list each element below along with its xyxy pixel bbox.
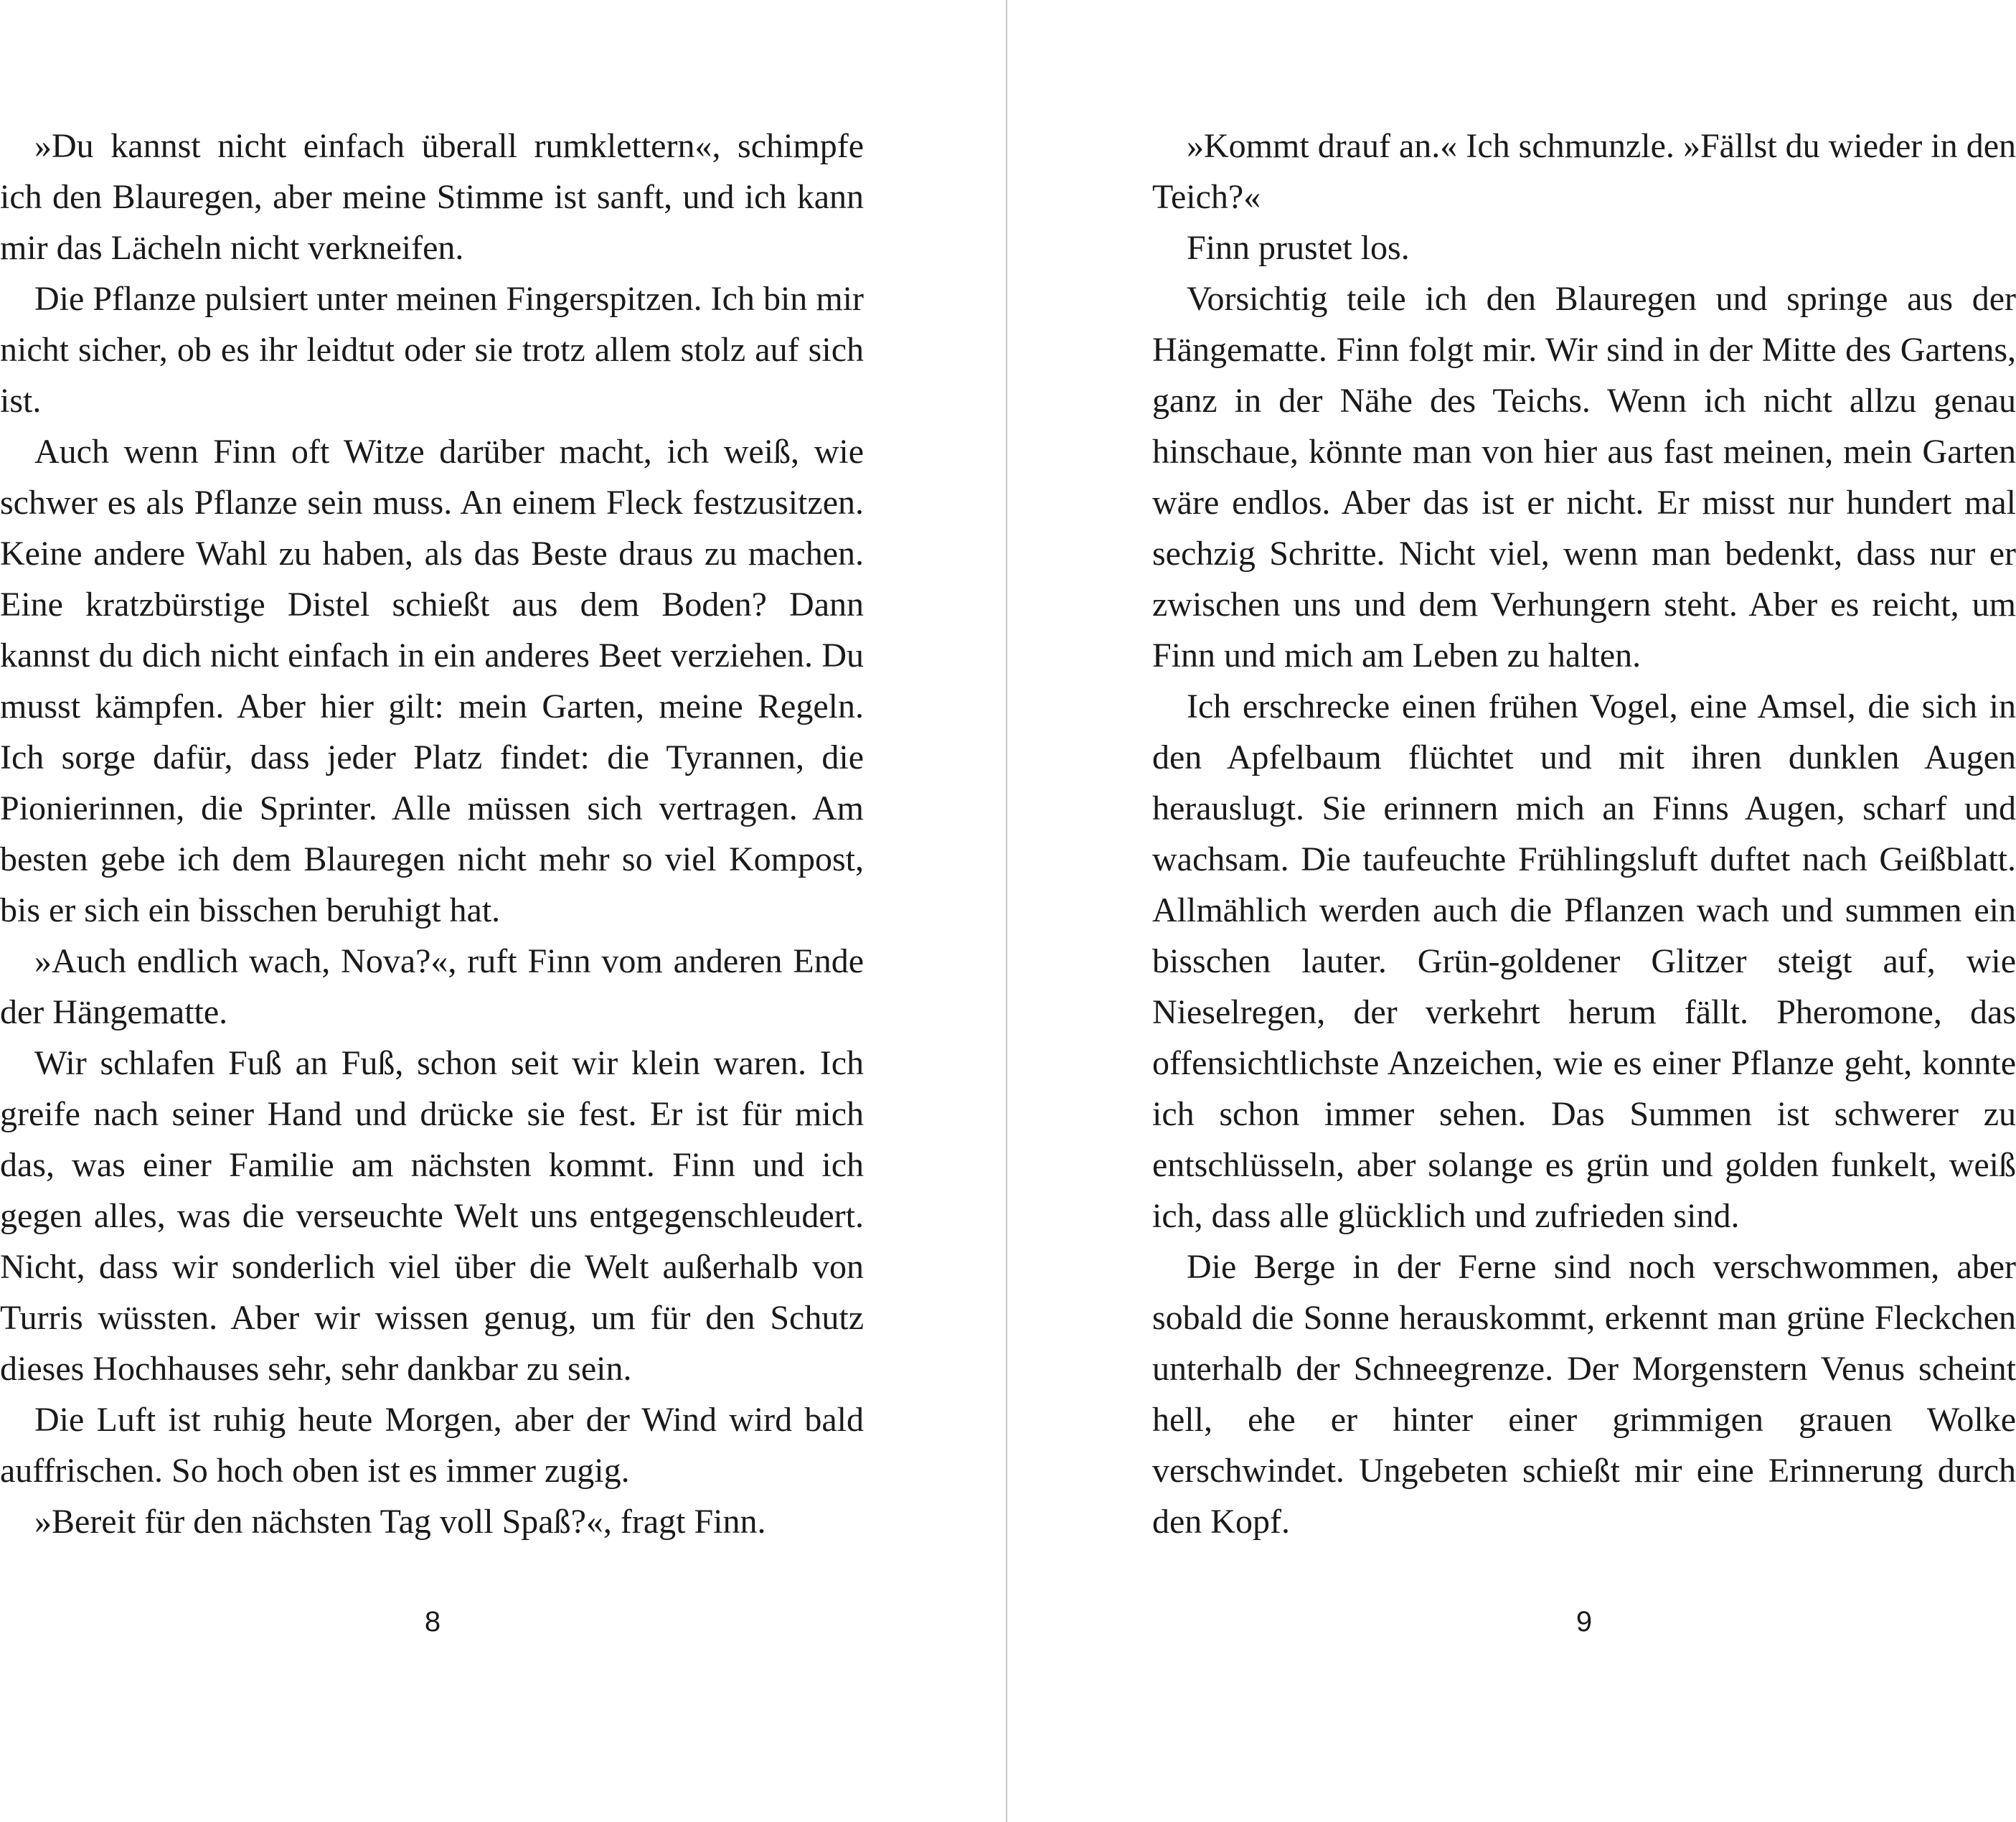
paragraph: »Bereit für den nächsten Tag voll Spaß?«, fragt Finn. bbox=[34, 1503, 766, 1541]
paragraph: »Kommt drauf an.« Ich schmunzle. »Fällst du wieder in den Teich?« bbox=[1152, 127, 2016, 216]
paragraph: Die Pflanze pulsiert unter meinen Fingerspitzen. Ich bin mir nicht sicher, ob es ihr leidtut oder sie trotz allem stolz auf sich ist. bbox=[0, 280, 864, 420]
paragraph: Vorsichtig teile ich den Blauregen und springe aus der Hängematte. Finn folgt mir. Wir sind in der Mitte des Gartens, ganz in der Nähe des Teichs. Wenn ich nicht allzu genau hinschaue, könnte man von hier aus fast meinen, mein Garten wäre endlos. Aber das ist er nicht. Er misst nur hundert mal sechzig Schritte. Nicht viel, wenn man bedenkt, dass nur er zwischen uns und dem Verhungern steht. Aber es reicht, um Finn und mich am Leben zu halten. bbox=[1152, 280, 2016, 675]
paragraph: »Du kannst nicht einfach überall rumklettern«, schimpfe ich den Blauregen, aber meine Stimme ist sanft, und ich kann mir das Lächeln nicht verkneifen. bbox=[0, 127, 864, 267]
paragraph: Die Berge in der Ferne sind noch verschwommen, aber sobald die Sonne herauskommt, erkennt man grüne Fleckchen unterhalb der Schneegrenze. Der Morgenstern Venus scheint hell, ehe er hinter einer grimmigen grauen Wolke verschwindet. Ungebeten schießt mir eine Erinnerung durch den Kopf. bbox=[1152, 1248, 2016, 1541]
left-page-body bbox=[0, 121, 864, 1547]
page-gutter-divider bbox=[1006, 0, 1007, 1822]
paragraph: »Auch endlich wach, Nova?«, ruft Finn vom anderen Ende der Hängematte. bbox=[0, 942, 864, 1031]
paragraph: Auch wenn Finn oft Witze darüber macht, ich weiß, wie schwer es als Pflanze sein muss. An einem Fleck festzusitzen. Keine andere Wahl zu haben, als das Beste draus zu machen. Eine kratzbürstige Distel schießt aus dem Boden? Dann kannst du dich nicht einfach in ein anderes Beet verziehen. Du musst kämpfen. Aber hier gilt: mein Garten, meine Regeln. Ich sorge dafür, dass jeder Platz findet: die Tyrannen, die Pionierinnen, die Sprinter. Alle müssen sich vertragen. Am besten gebe ich dem Blauregen nicht mehr so viel Kompost, bis er sich ein bisschen beruhigt hat. bbox=[0, 433, 864, 929]
paragraph: Ich erschrecke einen frühen Vogel, eine Amsel, die sich in den Apfelbaum flüchtet und mit ihren dunklen Augen herauslugt. Sie erinnern mich an Finns Augen, scharf und wachsam. Die taufeuchte Frühlingsluft duftet nach Geißblatt. Allmählich werden auch die Pflanzen wach und summen ein bisschen lauter. Grün-goldener Glitzer steigt auf, wie Nieselregen, der verkehrt herum fällt. Pheromone, das offensichtlichste Anzeichen, wie es einer Pflanze geht, konnte ich schon immer sehen. Das Summen ist schwerer zu entschlüsseln, aber solange es grün und golden funkelt, weiß ich, dass alle glücklich und zufrieden sind. bbox=[1152, 687, 2016, 1235]
right-page-number: 9 bbox=[1575, 1606, 1593, 1638]
right-page-body bbox=[1152, 121, 2016, 1547]
left-page-number: 8 bbox=[424, 1606, 441, 1638]
paragraph: Finn prustet los. bbox=[1187, 229, 1410, 267]
paragraph: Die Luft ist ruhig heute Morgen, aber der Wind wird bald auffrischen. So hoch oben ist es immer zugig. bbox=[0, 1401, 864, 1490]
paragraph: Wir schlafen Fuß an Fuß, schon seit wir klein waren. Ich greife nach seiner Hand und drücke sie fest. Er ist für mich das, was einer Familie am nächsten kommt. Finn und ich gegen alles, was die verseuchte Welt uns entgegenschleudert. Nicht, dass wir sonderlich viel über die Welt außerhalb von Turris wüssten. Aber wir wissen genug, um für den Schutz dieses Hochhauses sehr, sehr dankbar zu sein. bbox=[0, 1044, 864, 1388]
